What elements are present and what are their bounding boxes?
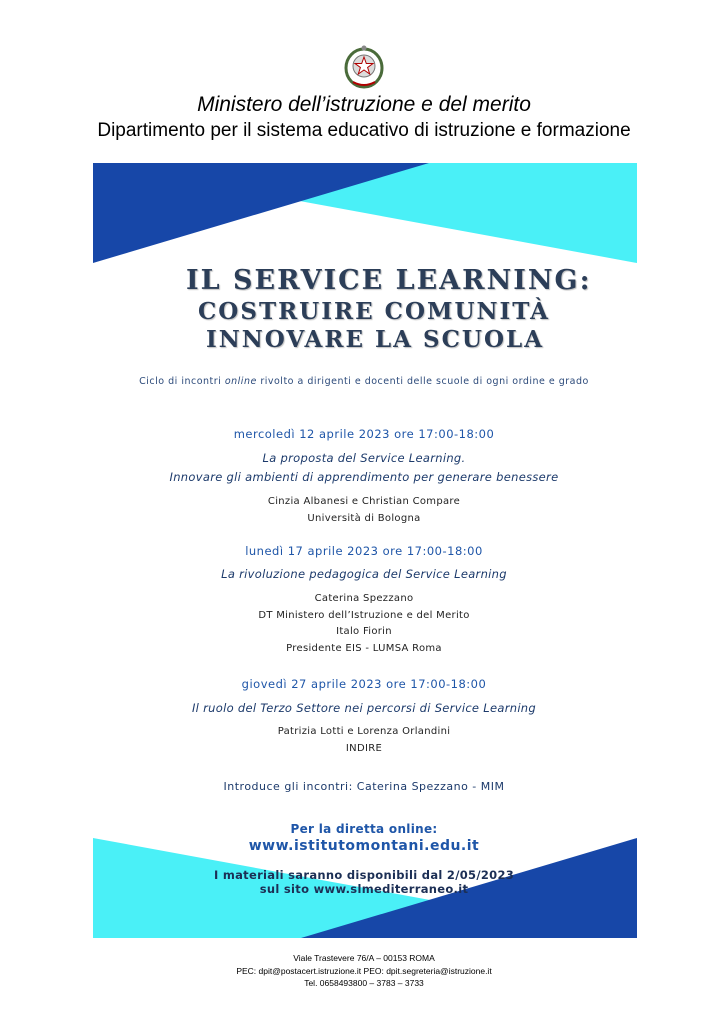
footer-address: Viale Trastevere 76/A – 00153 ROMA [293, 953, 435, 963]
ministry-name: Ministero dell’istruzione e del merito [197, 93, 531, 116]
event-2-date: lunedì 17 aprile 2023 ore 17:00-18:00 [245, 544, 483, 558]
event-1-topic-line-1: La proposta del Service Learning. [262, 451, 466, 465]
footer-emails[interactable]: PEC: dpit@postacert.istruzione.it PEO: dpit.segreteria@istruzione.it [236, 966, 492, 976]
subtitle-text-start: Ciclo di incontri [139, 376, 225, 387]
subtitle-text-end: rivolto a dirigenti e docenti delle scuole di ogni ordine e grado [256, 376, 589, 387]
subtitle-emphasis: online [224, 376, 257, 387]
event-1-topic-line-2: Innovare gli ambienti di apprendimento per generare benessere [169, 470, 559, 484]
event-2-speaker-1: Caterina Spezzano [314, 593, 414, 604]
event-2-speaker-3: Italo Fiorin [336, 626, 392, 637]
title-line-1: IL SERVICE LEARNING: [186, 265, 592, 296]
top-decorative-banner [93, 163, 637, 263]
event-2-speaker-4: Presidente EIS - LUMSA Roma [286, 643, 442, 654]
department-name: Dipartimento per il sistema educativo di istruzione e formazione [97, 120, 631, 141]
live-stream-label: Per la diretta online: [290, 822, 438, 836]
event-1-date: mercoledì 12 aprile 2023 ore 17:00-18:00 [233, 427, 495, 441]
event-3-date: giovedì 27 aprile 2023 ore 17:00-18:00 [241, 677, 487, 691]
title-line-2: COSTRUIRE COMUNITÀ [198, 298, 550, 325]
subtitle [0, 376, 728, 387]
event-3-speaker-1: Patrizia Lotti e Lorenza Orlandini [277, 726, 451, 737]
title-line-3: INNOVARE LA SCUOLA [206, 326, 545, 353]
event-2-topic-line-1: La rivoluzione pedagogica del Service Learning [221, 567, 507, 581]
event-1-speaker-1: Cinzia Albanesi e Christian Compare [267, 496, 461, 507]
materials-website[interactable]: sul sito www.slmediterraneo.it [259, 882, 469, 896]
italian-republic-emblem-icon [343, 44, 385, 90]
materials-availability: I materiali saranno disponibili dal 2/05/2023 [213, 868, 515, 882]
introduction-line: Introduce gli incontri: Caterina Spezzano - MIM [223, 780, 505, 793]
event-3-speaker-2: INDIRE [345, 743, 383, 754]
event-1-speaker-2: Università di Bologna [307, 513, 421, 524]
live-stream-link[interactable]: www.istitutomontani.edu.it [248, 838, 480, 854]
event-2-speaker-2: DT Ministero dell’Istruzione e del Merito [258, 610, 470, 621]
event-3-topic-line-1: Il ruolo del Terzo Settore nei percorsi di Service Learning [191, 701, 536, 715]
footer-phone: Tel. 0658493800 – 3783 – 3733 [304, 978, 424, 988]
